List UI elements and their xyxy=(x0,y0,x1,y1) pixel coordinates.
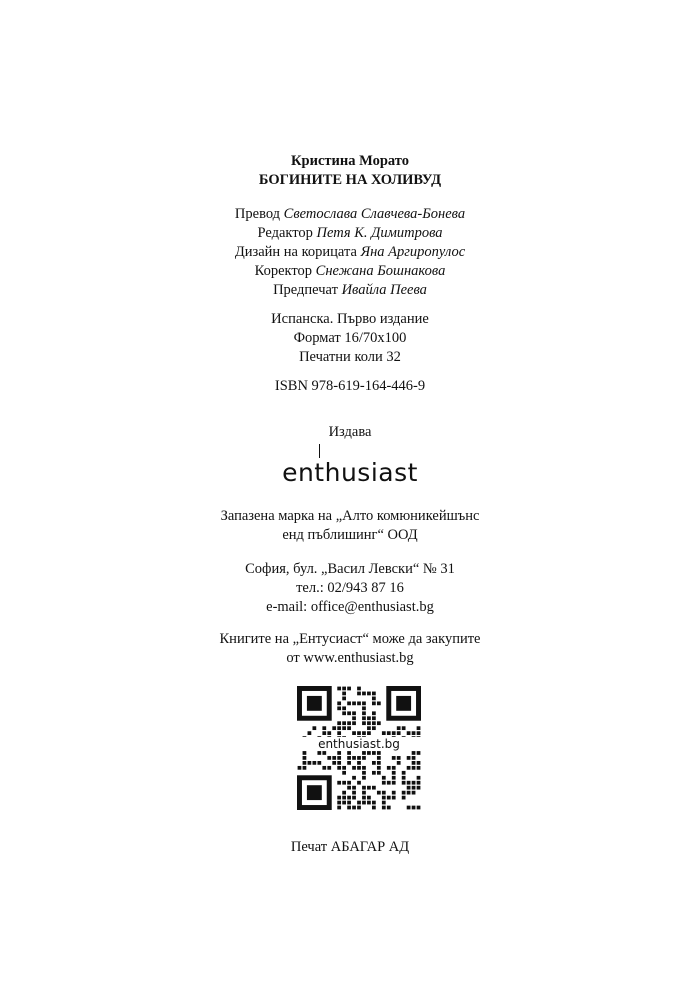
qr-module xyxy=(392,796,396,800)
isbn-block xyxy=(0,377,700,396)
qr-module xyxy=(417,776,421,780)
qr-module xyxy=(332,726,336,730)
qr-module xyxy=(303,761,307,765)
qr-module xyxy=(347,756,351,760)
qr-module xyxy=(392,756,396,760)
qr-module xyxy=(327,756,331,760)
qr-module xyxy=(352,756,356,760)
credit-proofreader: Коректор Снежана Бошнакова xyxy=(254,263,446,279)
qr-module xyxy=(382,781,386,785)
qr-module xyxy=(352,806,356,810)
qr-module xyxy=(377,771,381,775)
qr-module xyxy=(303,756,307,760)
qr-module xyxy=(387,731,391,735)
qr-module xyxy=(402,771,406,775)
edition-language: Испанска. Първо издание xyxy=(271,311,429,327)
qr-module xyxy=(372,801,376,805)
qr-module xyxy=(308,731,312,735)
qr-code xyxy=(297,686,421,810)
qr-module xyxy=(352,731,356,735)
qr-module xyxy=(337,731,341,735)
qr-module xyxy=(412,761,416,765)
qr-module xyxy=(337,796,341,800)
qr-module xyxy=(362,791,366,795)
qr-module xyxy=(402,796,406,800)
qr-module xyxy=(387,766,391,770)
qr-module xyxy=(397,726,401,730)
qr-module xyxy=(367,716,371,720)
qr-module xyxy=(337,721,341,725)
qr-module xyxy=(367,786,371,790)
qr-module xyxy=(397,761,401,765)
qr-module xyxy=(312,726,316,730)
qr-module xyxy=(347,701,351,705)
qr-module xyxy=(347,721,351,725)
qr-module xyxy=(372,786,376,790)
qr-module xyxy=(357,731,361,735)
qr-module xyxy=(342,796,346,800)
contact-phone: тел.: 02/943 87 16 xyxy=(296,580,404,596)
logo-t-stem: t xyxy=(314,458,325,487)
qr-module xyxy=(322,731,326,735)
qr-label: enthusiast.bg xyxy=(297,737,421,751)
qr-module xyxy=(342,687,346,691)
qr-module xyxy=(382,776,386,780)
qr-module xyxy=(357,801,361,805)
qr-module xyxy=(417,786,421,790)
qr-module xyxy=(377,751,381,755)
qr-module xyxy=(362,716,366,720)
edition-sheets: Печатни коли 32 xyxy=(299,349,401,365)
qr-module xyxy=(392,791,396,795)
qr-module xyxy=(342,711,346,715)
qr-module xyxy=(392,776,396,780)
qr-module xyxy=(347,687,351,691)
qr-module xyxy=(362,711,366,715)
qr-module xyxy=(362,796,366,800)
credit-editor: Редактор Петя К. Димитрова xyxy=(257,225,443,241)
publisher-label: Издава xyxy=(328,424,372,440)
qr-module xyxy=(337,781,341,785)
qr-module xyxy=(342,766,346,770)
qr-module xyxy=(347,786,351,790)
qr-module xyxy=(392,766,396,770)
qr-module xyxy=(377,756,381,760)
qr-module xyxy=(407,786,411,790)
qr-module xyxy=(342,726,346,730)
qr-module xyxy=(362,701,366,705)
qr-module xyxy=(377,761,381,765)
qr-module xyxy=(382,796,386,800)
qr-module xyxy=(407,756,411,760)
qr-module xyxy=(362,706,366,710)
qr-module xyxy=(412,751,416,755)
qr-module xyxy=(337,687,341,691)
publisher-label-block xyxy=(0,423,700,442)
qr-module xyxy=(362,721,366,725)
qr-module xyxy=(347,711,351,715)
qr-module xyxy=(402,791,406,795)
qr-module xyxy=(317,751,321,755)
credit-prepress: Предпечат Ивайла Пеева xyxy=(273,282,427,298)
qr-module xyxy=(303,751,307,755)
qr-module xyxy=(377,791,381,795)
qr-finder-center xyxy=(396,696,411,711)
qr-module xyxy=(347,751,351,755)
qr-module xyxy=(357,761,361,765)
qr-module xyxy=(322,766,326,770)
qr-module xyxy=(352,766,356,770)
trademark-line2: енд пъблишинг“ ООД xyxy=(282,527,418,543)
qr-module xyxy=(412,781,416,785)
qr-module xyxy=(337,801,341,805)
publisher-logo: enthusiast xyxy=(282,458,418,487)
qr-module xyxy=(337,756,341,760)
qr-module xyxy=(357,806,361,810)
qr-finder-center xyxy=(307,696,322,711)
qr-module xyxy=(352,721,356,725)
qr-module xyxy=(372,771,376,775)
qr-module xyxy=(357,766,361,770)
qr-module xyxy=(412,731,416,735)
qr-module xyxy=(357,687,361,691)
qr-module xyxy=(342,781,346,785)
shop-line1: Книгите на „Ентусиаст“ може да закупите xyxy=(219,631,481,647)
qr-module xyxy=(322,751,326,755)
shop-block xyxy=(0,630,700,668)
qr-module xyxy=(342,801,346,805)
trademark-block xyxy=(0,507,700,545)
qr-module xyxy=(322,726,326,730)
qr-module xyxy=(382,806,386,810)
qr-module xyxy=(397,731,401,735)
qr-module xyxy=(362,756,366,760)
qr-module xyxy=(367,731,371,735)
qr-module xyxy=(362,776,366,780)
credit-cover-design: Дизайн на корицата Яна Аргиропулос xyxy=(234,244,466,260)
qr-module xyxy=(367,721,371,725)
qr-module xyxy=(347,781,351,785)
qr-finder-center xyxy=(307,785,322,800)
qr-module xyxy=(387,796,391,800)
qr-module xyxy=(298,766,302,770)
qr-module xyxy=(342,692,346,696)
qr-module xyxy=(352,796,356,800)
qr-module xyxy=(332,756,336,760)
qr-module xyxy=(357,756,361,760)
qr-module xyxy=(417,726,421,730)
qr-module xyxy=(352,786,356,790)
printer: Печат АБАГАР АД xyxy=(290,839,410,855)
qr-module xyxy=(377,721,381,725)
qr-module xyxy=(377,701,381,705)
qr-module xyxy=(382,801,386,805)
qr-module xyxy=(382,731,386,735)
edition-format: Формат 16/70x100 xyxy=(293,330,407,346)
book-heading xyxy=(0,152,700,190)
qr-module xyxy=(407,731,411,735)
qr-module xyxy=(352,716,356,720)
qr-module xyxy=(357,701,361,705)
shop-line2: от www.enthusiast.bg xyxy=(286,650,414,666)
qr-module xyxy=(327,766,331,770)
qr-module xyxy=(312,761,316,765)
qr-module xyxy=(392,781,396,785)
qr-module xyxy=(367,692,371,696)
qr-module xyxy=(372,711,376,715)
qr-module xyxy=(362,766,366,770)
qr-module xyxy=(337,751,341,755)
qr-module xyxy=(372,716,376,720)
qr-module xyxy=(342,721,346,725)
qr-module xyxy=(308,761,312,765)
qr-module xyxy=(372,692,376,696)
qr-module xyxy=(417,781,421,785)
qr-module xyxy=(407,806,411,810)
qr-module xyxy=(372,697,376,701)
qr-module xyxy=(387,806,391,810)
qr-module xyxy=(412,766,416,770)
qr-module xyxy=(347,796,351,800)
qr-module xyxy=(397,756,401,760)
qr-module xyxy=(372,726,376,730)
qr-module xyxy=(392,731,396,735)
printer-block xyxy=(0,838,700,857)
qr-module xyxy=(417,751,421,755)
qr-module xyxy=(337,706,341,710)
contact-email: e-mail: office@enthusiast.bg xyxy=(266,599,434,615)
qr-module xyxy=(327,731,331,735)
qr-module xyxy=(347,801,351,805)
qr-module xyxy=(412,786,416,790)
qr-module xyxy=(412,806,416,810)
qr-module xyxy=(417,761,421,765)
qr-module xyxy=(377,766,381,770)
qr-module xyxy=(347,726,351,730)
edition-info xyxy=(0,310,700,367)
qr-module xyxy=(407,781,411,785)
qr-module xyxy=(412,756,416,760)
qr-module xyxy=(407,766,411,770)
qr-module xyxy=(392,771,396,775)
qr-module xyxy=(417,806,421,810)
qr-module xyxy=(417,731,421,735)
qr-module xyxy=(367,796,371,800)
qr-module xyxy=(372,701,376,705)
qr-module xyxy=(362,786,366,790)
qr-module xyxy=(402,776,406,780)
qr-module xyxy=(372,761,376,765)
qr-module xyxy=(352,701,356,705)
qr-module xyxy=(387,781,391,785)
qr-module xyxy=(402,781,406,785)
qr-module xyxy=(342,791,346,795)
qr-module xyxy=(357,692,361,696)
trademark-line1: Запазена марка на „Алто комюникейшънс xyxy=(220,508,480,524)
qr-module xyxy=(342,697,346,701)
qr-module xyxy=(362,731,366,735)
qr-module xyxy=(337,806,341,810)
author-name: Кристина Морато xyxy=(291,153,409,169)
qr-module xyxy=(412,791,416,795)
qr-module xyxy=(317,761,321,765)
qr-module xyxy=(337,701,341,705)
qr-module xyxy=(347,761,351,765)
qr-module xyxy=(337,726,341,730)
qr-module xyxy=(362,801,366,805)
qr-module xyxy=(367,751,371,755)
qr-module xyxy=(402,726,406,730)
qr-module xyxy=(372,806,376,810)
credit-translator: Превод Светослава Славчева-Бонева xyxy=(234,206,466,222)
qr-module xyxy=(372,751,376,755)
qr-module xyxy=(332,761,336,765)
qr-module xyxy=(367,726,371,730)
qr-module xyxy=(337,766,341,770)
qr-module xyxy=(362,692,366,696)
qr-module xyxy=(352,791,356,795)
isbn: ISBN 978-619-164-446-9 xyxy=(274,378,426,394)
qr-module xyxy=(303,766,307,770)
qr-module xyxy=(417,766,421,770)
qr-module xyxy=(407,791,411,795)
qr-module xyxy=(362,751,366,755)
qr-module xyxy=(352,776,356,780)
qr-module xyxy=(347,806,351,810)
qr-module xyxy=(357,781,361,785)
qr-module xyxy=(362,771,366,775)
qr-module xyxy=(342,771,346,775)
qr-module xyxy=(372,721,376,725)
contact-block xyxy=(0,560,700,617)
qr-module xyxy=(367,801,371,805)
qr-module xyxy=(382,791,386,795)
book-title: БОГИНИТЕ НА ХОЛИВУД xyxy=(258,172,442,188)
qr-module xyxy=(352,711,356,715)
credits-list xyxy=(0,205,700,300)
contact-address: София, бул. „Васил Левски“ № 31 xyxy=(245,561,455,577)
qr-module xyxy=(337,761,341,765)
qr-module xyxy=(342,706,346,710)
